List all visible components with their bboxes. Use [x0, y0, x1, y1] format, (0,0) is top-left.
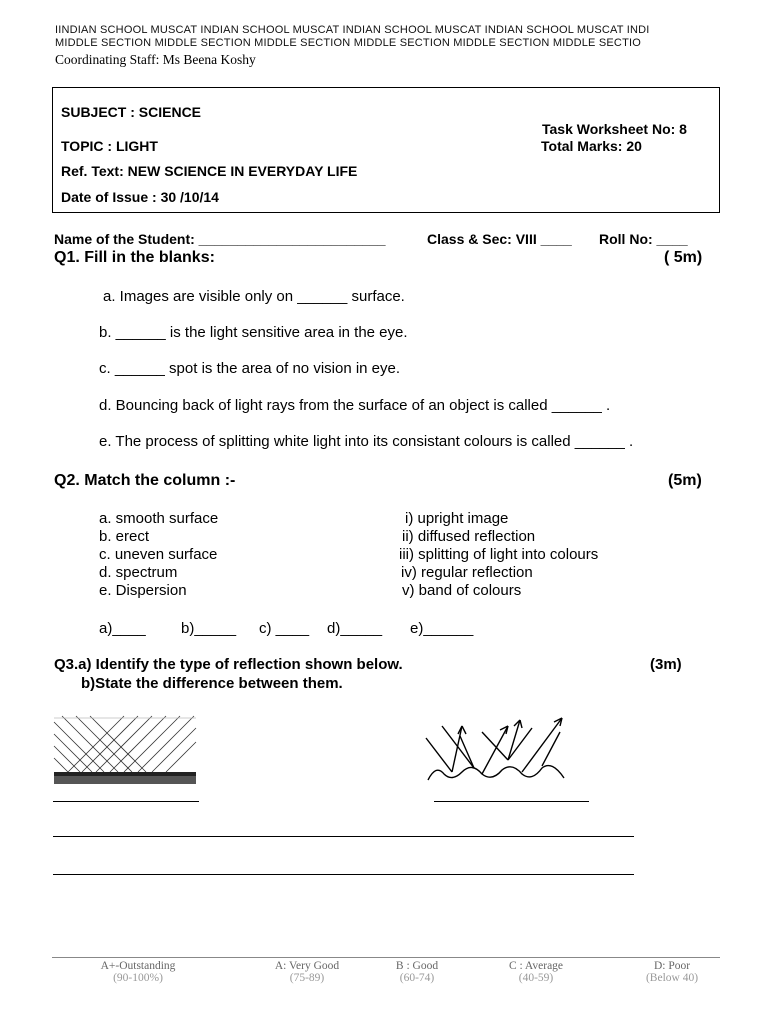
- q1-title: Q1. Fill in the blanks:: [54, 249, 215, 266]
- ref-text-label: Ref. Text: NEW SCIENCE IN EVERYDAY LIFE: [61, 163, 358, 179]
- roll-no-field: Roll No: ____: [599, 231, 688, 247]
- answer-line-regular: [53, 801, 199, 802]
- info-box: [52, 87, 720, 213]
- subject-label: SUBJECT : SCIENCE: [61, 104, 202, 120]
- grade-a: [260, 960, 354, 984]
- grade-c: [494, 960, 578, 984]
- grade-b: [382, 960, 452, 984]
- q2-left-item: c. uneven surface: [99, 546, 218, 563]
- q2-right-item: i) upright image: [405, 510, 509, 527]
- q2-answer-b: b)_____: [181, 620, 237, 637]
- q2-right-item: ii) diffused reflection: [402, 528, 536, 545]
- grade-range: (75-89): [289, 972, 325, 984]
- q2-right-item: v) band of colours: [402, 582, 522, 599]
- date-of-issue: Date of Issue : 30 /10/14: [61, 189, 219, 205]
- q3-marks: (3m): [650, 656, 682, 673]
- q2-right-item: iii) splitting of light into colours: [399, 546, 599, 563]
- q2-answer-d: d)_____: [327, 620, 383, 637]
- q1-item-d: d. Bouncing back of light rays from the surface of an object is called ______ .: [99, 397, 611, 414]
- q2-left-item: b. erect: [99, 528, 150, 545]
- q2-left-item: a. smooth surface: [99, 510, 219, 527]
- grade-name: D: Poor: [653, 960, 691, 972]
- q1-item-e: e. The process of splitting white light into its consistant colours is called ______ .: [99, 433, 634, 450]
- q1-item-c: c. ______ spot is the area of no vision in eye.: [99, 360, 401, 377]
- class-sec-field: Class & Sec: VIII ____: [427, 231, 572, 247]
- total-marks: Total Marks: 20: [541, 138, 642, 154]
- topic-label: TOPIC : LIGHT: [61, 138, 158, 154]
- q1-marks: ( 5m): [664, 249, 703, 266]
- grade-range: (40-59): [518, 972, 554, 984]
- grade-name: A+-Outstanding: [100, 960, 176, 972]
- grade-d: [630, 960, 714, 984]
- q2-left-item: d. spectrum: [99, 564, 178, 581]
- header-school-line: IINDIAN SCHOOL MUSCAT INDIAN SCHOOL MUSCAT INDIAN SCHOOL MUSCAT INDIAN SCHOOL MUSCAT INDI: [55, 24, 650, 36]
- q2-answer-c: c) ____: [259, 620, 310, 637]
- q2-answer-e: e)______: [410, 620, 474, 637]
- footer-divider: [52, 957, 720, 958]
- header-section-line: MIDDLE SECTION MIDDLE SECTION MIDDLE SECTION MIDDLE SECTION MIDDLE SECTION MIDDLE SECTIO: [55, 37, 642, 49]
- q2-right-item: iv) regular reflection: [401, 564, 533, 581]
- q3-title-b: b)State the difference between them.: [81, 675, 343, 692]
- grade-a-plus: [86, 960, 190, 984]
- coordinating-staff: Coordinating Staff: Ms Beena Koshy: [55, 52, 256, 67]
- q2-title: Q2. Match the column :-: [54, 472, 236, 489]
- grade-name: B : Good: [395, 960, 439, 972]
- q1-item-a: a. Images are visible only on ______ surface.: [103, 288, 405, 305]
- grade-range: (60-74): [399, 972, 435, 984]
- answer-line-difference: [53, 874, 634, 875]
- grade-range: (90-100%): [113, 972, 163, 984]
- task-worksheet-no: Task Worksheet No: 8: [542, 121, 687, 137]
- grade-name: C : Average: [508, 960, 564, 972]
- q1-item-b: b. ______ is the light sensitive area in the eye.: [99, 324, 408, 341]
- q2-answer-a: a)____: [99, 620, 146, 637]
- student-name-field: Name of the Student: ________________________: [54, 231, 386, 247]
- q2-marks: (5m): [668, 472, 702, 489]
- q2-left-item: e. Dispersion: [99, 582, 187, 599]
- answer-line-diffused: [434, 801, 589, 802]
- answer-line-difference: [53, 836, 634, 837]
- diffused-reflection-figure: [422, 712, 572, 788]
- regular-reflection-figure: [52, 714, 198, 788]
- grade-name: A: Very Good: [274, 960, 340, 972]
- grade-range: (Below 40): [645, 972, 699, 984]
- q3-title-a: Q3.a) Identify the type of reflection shown below.: [54, 656, 403, 673]
